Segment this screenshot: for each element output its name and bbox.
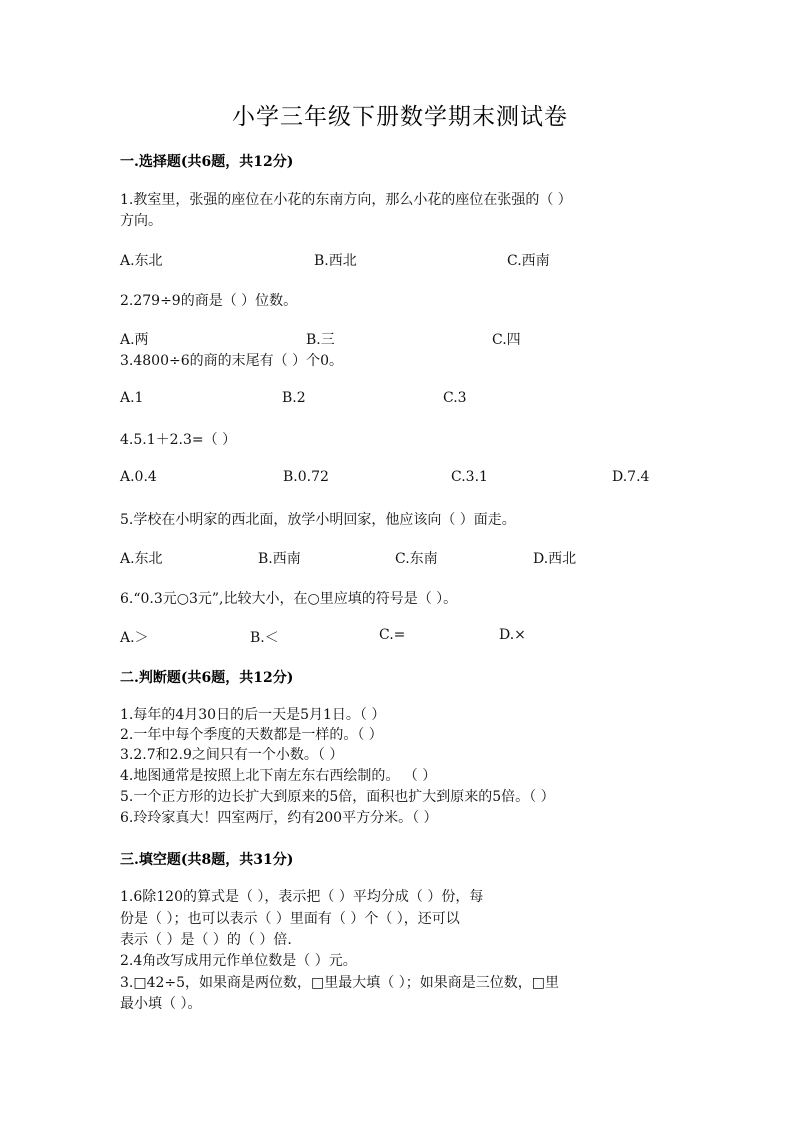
section-heading-choice: 一.选择题(共6题，共12分): [120, 154, 294, 170]
question-6-option-d: D.×: [499, 627, 526, 643]
fill-line-5: 3.□42÷5，如果商是两位数，□里最大填（ ）；如果商是三位数，□里: [120, 975, 559, 991]
question-2: 2.279÷9的商是（ ）位数。: [120, 293, 298, 309]
question-3-option-b: B.2: [282, 390, 306, 406]
question-6-option-b: B.＜: [250, 630, 279, 646]
question-5: 5.学校在小明家的西北面，放学小明回家，他应该向（ ）面走。: [120, 512, 516, 528]
judgment-item-3: 3.2.7和2.9之间只有一个小数。（ ）: [120, 747, 344, 763]
judgment-item-2: 2.一年中每个季度的天数都是一样的。（ ）: [120, 727, 383, 743]
judgment-item-6: 6.玲玲家真大！四室两厅，约有200平方分米。（ ）: [120, 810, 438, 826]
question-4-option-b: B.0.72: [283, 469, 329, 485]
question-1-line-2: 方向。: [120, 213, 162, 229]
question-2-option-a: A.两: [120, 332, 149, 348]
question-2-option-b: B.三: [306, 332, 335, 348]
question-4: 4.5.1＋2.3=（ ）: [120, 432, 237, 448]
judgment-item-5: 5.一个正方形的边长扩大到原来的5倍，面积也扩大到原来的5倍。（ ）: [120, 789, 555, 805]
question-1-option-b: B.西北: [314, 253, 357, 269]
question-4-option-a: A.0.4: [120, 469, 157, 485]
question-1-option-c: C.西南: [507, 253, 550, 269]
question-1-option-a: A.东北: [120, 253, 163, 269]
question-5-option-c: C.东南: [395, 551, 438, 567]
question-4-option-d: D.7.4: [612, 469, 650, 485]
question-6: 6.“0.3元○3元”,比较大小，在○里应填的符号是（ ）。: [120, 591, 458, 607]
fill-line-4: 2.4角改写成用元作单位数是（ ）元。: [120, 953, 357, 969]
fill-line-1: 1.6除120的算式是（ ），表示把（ ）平均分成（ ）份，每: [120, 889, 484, 905]
question-3-option-c: C.3: [443, 390, 467, 406]
question-3: 3.4800÷6的商的末尾有（ ）个0。: [120, 353, 343, 369]
question-5-option-b: B.西南: [258, 551, 301, 567]
question-6-option-c: C.=: [379, 627, 406, 643]
question-4-option-c: C.3.1: [451, 469, 488, 485]
page-title: 小学三年级下册数学期末测试卷: [232, 104, 568, 130]
question-6-option-a: A.＞: [120, 630, 149, 646]
question-1-line-1: 1.教室里，张强的座位在小花的东南方向，那么小花的座位在张强的（ ）: [120, 192, 572, 208]
question-5-option-a: A.东北: [120, 551, 163, 567]
fill-line-6: 最小填（ ）。: [120, 996, 202, 1012]
question-3-option-a: A.1: [120, 390, 144, 406]
question-2-option-c: C.四: [492, 332, 521, 348]
fill-line-2: 份是（ ）；也可以表示（ ）里面有（ ）个（ ），还可以: [120, 911, 460, 927]
judgment-item-4: 4.地图通常是按照上北下南左东右西绘制的。 （ ）: [120, 768, 437, 784]
judgment-item-1: 1.每年的4月30日的后一天是5月1日。（ ）: [120, 707, 386, 723]
question-5-option-d: D.西北: [533, 551, 577, 567]
fill-line-3: 表示（ ）是（ ）的（ ）倍.: [120, 932, 292, 948]
section-heading-true-false: 二.判断题(共6题，共12分): [120, 670, 294, 686]
section-heading-fill-in: 三.填空题(共8题，共31分): [120, 852, 294, 868]
